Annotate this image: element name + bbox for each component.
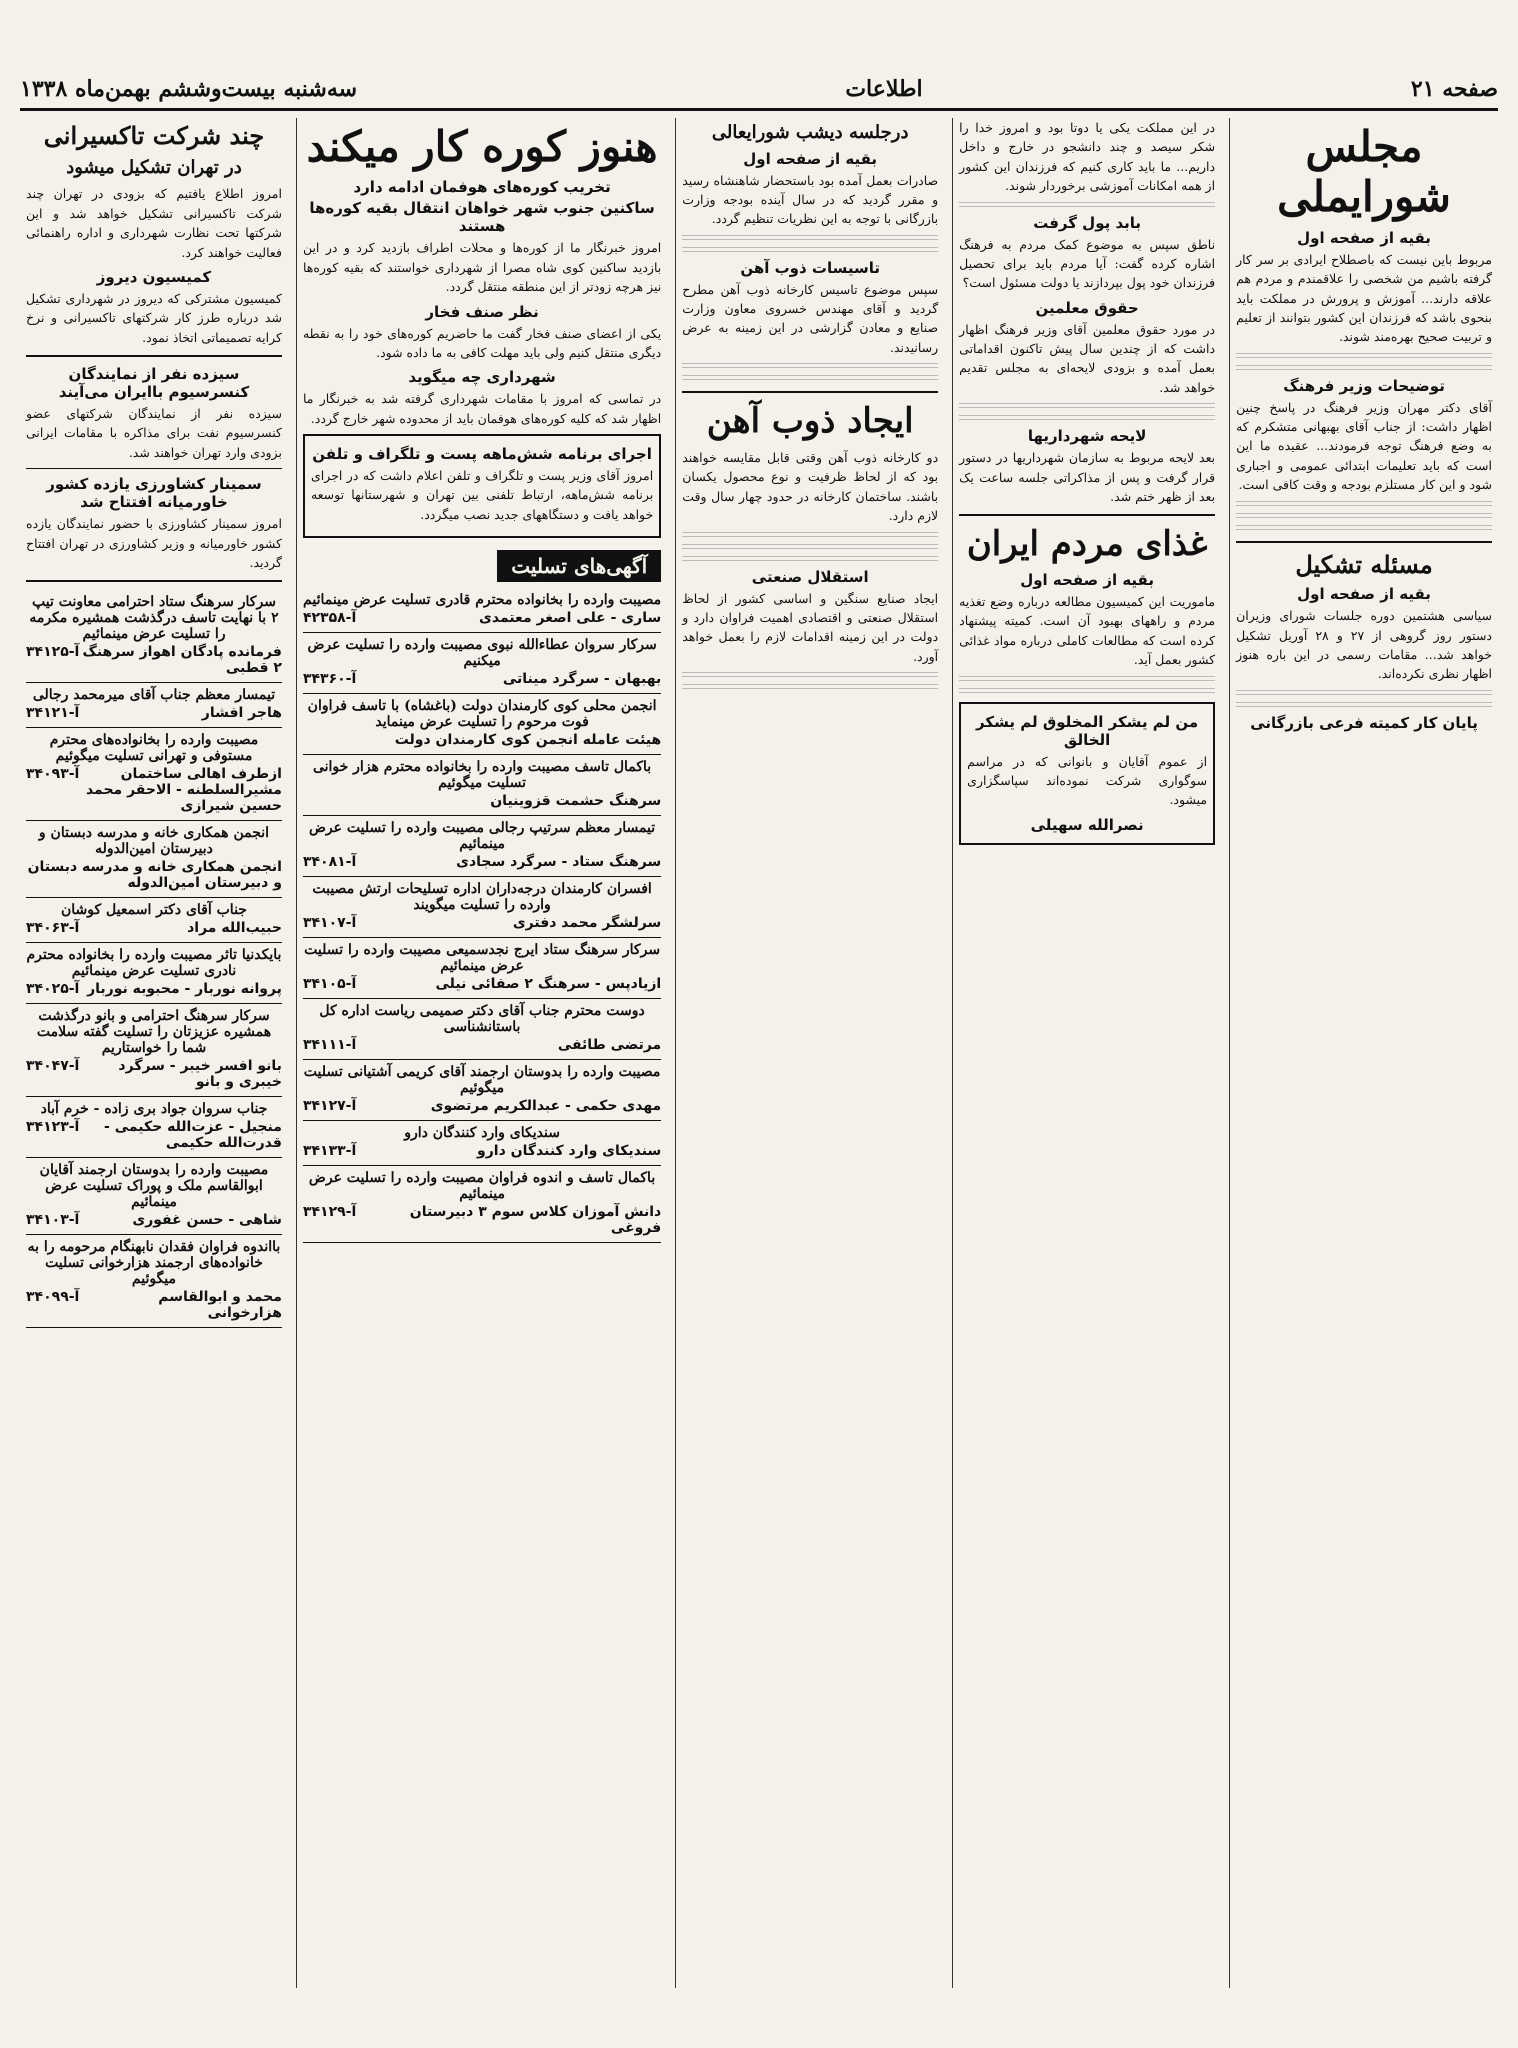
notice-title: تیمسار معظم جناب آقای میرمحمد رجالی [32, 687, 276, 704]
notice-title: سندیکای وارد کنندگان دارو [404, 1125, 560, 1142]
notice-signature [26, 859, 282, 891]
condolence-notice [303, 1121, 661, 1166]
notice-title: سرکار سروان عطاءالله نبوی مصیبت وارده را تسلیت عرض میکنیم [307, 637, 657, 670]
notice-signer: سرهنگ ستاد - سرگرد سجادی [456, 854, 662, 871]
article-body: آقای دکتر مهران وزیر فرهنگ در پاسخ چنین اظهار داشت: از جناب آقای بهبهانی متشکرم که به وضع فرهنگ توجه فرمودند... عقیده ما این است که باید تعلیمات ابتدائی عمومی و اجباری شود و این کار مستلزم بودجه و وقت کافی است. [1236, 399, 1492, 493]
condolence-notice [26, 683, 282, 728]
condolence-notice [26, 1097, 282, 1158]
notice-code: آ-۳۴۰۲۵ [26, 981, 80, 998]
condolence-notice [26, 898, 282, 943]
article-body: دو کارخانه ذوب آهن وقتی قابل مقایسه خواهند بود که از لحاظ ظرفیت و نوع محصول یکسان باشند. ساختمان کارخانه در حدود چهار سال وقت لازم دارد. [682, 450, 939, 524]
notice-title: جناب سروان جواد بری زاده - خرم آباد [40, 1101, 268, 1118]
notice-signer: هاجر افشار [201, 705, 282, 722]
notice-body: از عموم آقایان و بانوانی که در مراسم سوگواری شرکت نموده‌اند سپاسگزاری میشود. [967, 753, 1208, 808]
notice-signature [26, 644, 282, 676]
newspaper-name: اطلاعات [845, 76, 923, 102]
notice-code: آ-۳۴۰۶۳ [26, 920, 80, 937]
subheading: پایان کار کمیته فرعی بازرگانی [1250, 713, 1478, 732]
continued-label: بقیه از صفحه اول [1297, 585, 1431, 604]
notice-code: آ-۳۴۱۰۷ [302, 915, 357, 932]
notice-code: آ-۳۴۰۹۹ [26, 1289, 80, 1306]
notice-code: آ-۳۴۱۲۵ [26, 644, 80, 661]
subheading: لایحه شهرداریها [1027, 427, 1147, 446]
issue-date: سه‌شنبه بیست‌وششم بهمن‌ماه ۱۳۳۸ [20, 76, 358, 102]
news-title: سمینار کشاورزی یازده کشور خاورمیانه افتتاح شد [46, 475, 262, 512]
article-body: یکی از اعضای صنف فخار گفت ما حاضریم کوره‌های خود را به نقطه دیگری منتقل کنیم ولی باید مهلت کافی به ما داده شود. [302, 325, 662, 360]
notice-signer: فرمانده پادگان اهواز سرهنگ ۲ قطبی [82, 644, 282, 677]
notice-title: مصیبت وارده را بخانواده محترم قادری تسلیت عرض مینمائیم [303, 592, 662, 609]
notice-signature [303, 671, 661, 687]
article-body: سپس موضوع تاسیس کارخانه ذوب آهن مطرح گردید و آقای مهندس خسروی معاون وزارت صنایع و معادن گزارشی در این زمینه به عرض رسانیدند. [682, 281, 939, 355]
article-body: صادرات بعمل آمده بود باستحضار شاهنشاه رسید و مقرر گردید که در سال آینده بودجه وزارت بازرگانی با توجه به این نظریات تنظیم گردد. [682, 172, 939, 227]
notice-signature [26, 1058, 282, 1090]
condolence-notice [303, 633, 661, 694]
notice-code: آ-۳۴۱۳۳ [302, 1143, 357, 1160]
notice-signature: نصرالله سهیلی [1030, 815, 1144, 834]
notice-title: جناب آقای دکتر اسمعیل کوشان [61, 902, 247, 919]
notice-signer: سرلشگر محمد دفتری [512, 915, 662, 932]
notice-signature [26, 1212, 282, 1228]
notice-signer: مرتضی طائفی [557, 1037, 662, 1054]
box-body: امروز آقای وزیر پست و تلگراف و تلفن اعلام داشت که در اجرای برنامه شش‌ماهه، ارتباط تلفنی بین تهران و شهرستانها توسعه خواهد یافت و دستگاههای جدید نصب میگردد. [310, 468, 654, 522]
thanks-notice [959, 702, 1215, 845]
condolence-notice [303, 816, 661, 877]
article-body: سیاسی هشتمین دوره جلسات شورای وزیران دستور روز گروهی از ۲۷ و ۲۸ آوریل تشکیل خواهد شد... مقامات رسمی در این باره هنوز اظهار نظری نکرده‌اند. [1236, 608, 1492, 682]
condolence-banner: آگهی‌های تسلیت [497, 550, 661, 582]
column-1 [1229, 118, 1498, 1988]
continued-label: بقیه از صفحه اول [1297, 228, 1431, 247]
article-body: کمیسیون مشترکی که دیروز در شهرداری تشکیل شد درباره طرز کار شرکتهای تاکسیرانی و نرخ کرایه تصمیماتی اتخاذ نمود. [26, 290, 282, 345]
notice-signature [303, 1204, 661, 1236]
article-body: ایجاد صنایع سنگین و اساسی کشور از لحاظ استقلال صنعتی و اقتصادی اهمیت فراوان دارد و دولت در این زمینه اقدامات لازم را بعمل خواهد آورد. [682, 590, 939, 664]
condolence-notice [303, 999, 661, 1060]
column-4 [296, 118, 667, 1988]
subheading: کمیسیون دیروز [96, 267, 212, 286]
condolence-notice [26, 1235, 282, 1328]
notice-title: سرکار سرهنگ ستاد احترامی معاونت تیپ ۲ با نهایت تاسف درگذشت همشیره مکرمه را تسلیت عرض مینمائیم [29, 594, 279, 643]
news-body: امروز سمینار کشاورزی با حضور نمایندگان یازده کشور خاورمیانه و وزیر کشاورزی در تهران افتتاح گردید. [26, 516, 282, 570]
condolence-notice [303, 755, 661, 816]
condolence-notice [303, 1060, 661, 1121]
headline-food: غذای مردم ایران [966, 524, 1208, 565]
notice-signer: دانش آموزان کلاس سوم ۳ دبیرستان فروغی [409, 1204, 662, 1237]
notice-signature [303, 1037, 661, 1053]
notice-signature [303, 610, 661, 626]
notice-title: باکمال تاسف مصیبت وارده را بخانواده محترم هزار خوانی تسلیت میگوئیم [312, 759, 652, 792]
notice-signer: ساری - علی اصغر معتمدی [479, 610, 662, 627]
notice-title: مصیبت وارده را بخانواده‌های محترم مستوفی و تهرانی تسلیت میگوئیم [49, 732, 259, 765]
continued-label: بقیه از صفحه اول [1020, 571, 1154, 590]
notice-signature [26, 766, 282, 814]
article-body: در مورد حقوق معلمین آقای وزیر فرهنگ اظهار داشت که از چندین سال پیش تاکنون اقداماتی بعمل آمده و بزودی لایحه‌ای به مجلس تقدیم خواهد شد. [959, 321, 1216, 395]
notice-signature [303, 1143, 661, 1159]
notice-signature [303, 976, 661, 992]
article-body: ناطق سپس به موضوع کمک مردم به فرهنگ اشاره کرده گفت: آیا مردم باید برای تحصیل فرزندان خود پول بپردازند یا دولت مسئول است؟ [959, 236, 1216, 291]
notice-code: آ-۳۴۱۲۷ [302, 1098, 357, 1115]
condolence-list [303, 588, 661, 1243]
notice-code: آ-۳۴۰۹۳ [26, 766, 80, 783]
notice-signer: پروانه نوربار - محبوبه نوربار [87, 981, 282, 998]
masthead [20, 70, 1498, 111]
notice-signer: سرهنگ حشمت قزوینیان [490, 793, 662, 810]
subheading: نظر صنف فخار [425, 302, 539, 321]
column-3 [675, 118, 944, 1988]
headline-kiln: هنوز کوره کار میکند [306, 122, 658, 171]
notice-signer: ازطرف اهالی ساختمان مشیرالسلطنه - الاحقر محمد حسین شیرازی [85, 766, 282, 815]
notice-title: سرکار سرهنگ ستاد ایرج نجدسمیعی مصیبت وارده را تسلیت عرض مینمائیم [304, 942, 661, 975]
notice-title: بایکدنیا تاثر مصیبت وارده را بخانواده محترم نادری تسلیت عرض مینمائیم [26, 947, 282, 980]
news-title: سیزده نفر از نمایندگان کنسرسیوم باایران می‌آیند [58, 365, 250, 402]
notice-signature [303, 915, 661, 931]
notice-signer: بانو افسر خیبر - سرگرد خیبری و بانو [118, 1058, 282, 1091]
article-body: بعد لایحه مربوط به سازمان شهرداریها در دستور قرار گرفت و پس از مذاکراتی جلسه ساعت یک بعد از ظهر ختم شد. [959, 450, 1216, 504]
notice-signer: محمد و ابوالقاسم هزارخوانی [158, 1289, 282, 1322]
notice-title: مصیبت وارده را بدوستان ارجمند آقایان ابوالقاسم ملک و پوراک تسلیت عرض مینمائیم [39, 1162, 269, 1211]
notice-title: بااندوه فراوان فقدان نابهنگام مرحومه را به خانواده‌های ارجمند هزارخوانی تسلیت میگوئیم [27, 1239, 281, 1288]
notice-signature [303, 1098, 661, 1114]
notice-title: افسران کارمندان درجه‌داران اداره تسلیحات ارتش مصیبت وارده را تسلیت میگویند [312, 881, 652, 914]
notice-signer: ازیادپس - سرهنگ ۲ صفائی نیلی [435, 976, 662, 993]
notice-signature [26, 920, 282, 936]
subheading: تخریب کوره‌های هوفمان ادامه دارد [353, 178, 611, 197]
condolence-notice [303, 1166, 661, 1243]
page-number: صفحه ۲۱ [1410, 76, 1498, 102]
headline-steel: ایجاد ذوب آهن [706, 401, 914, 442]
notice-code: آ-۳۴۱۰۵ [302, 976, 357, 993]
notice-signature [26, 705, 282, 721]
notice-signer: هیئت عامله انجمن کوی کارمندان دولت [394, 732, 662, 749]
box-headline: اجرای برنامه شش‌ماهه پست و تلگراف و تلفن [312, 445, 652, 464]
column-2 [952, 118, 1221, 1988]
notice-code: آ-۳۴۳۶۰ [302, 671, 357, 688]
notice-signature [303, 732, 661, 748]
continued-label: بقیه از صفحه اول [743, 149, 878, 168]
notice-signature [303, 854, 661, 870]
notice-signature [26, 1289, 282, 1321]
column-5 [20, 118, 288, 1988]
condolence-notice [26, 943, 282, 1004]
notice-signer: انجمن همکاری خانه و مدرسه دبستان و دبیرستان امین‌الدوله [27, 859, 282, 892]
article-body: مربوط باین نیست که باصطلاح ایرادی بر سر کار گرفته باشیم من شخصی را علاقمندم و مردم هم علاقه دارند... آموزش و پرورش در مملکت باید بنحوی باشد که فرزندان این کشور بتوانند از تعلیم و تربیت صحیح بهره‌مند شوند. [1236, 251, 1492, 345]
notice-signature [26, 981, 282, 997]
notice-signer: بهبهان - سرگرد میناتی [502, 671, 662, 688]
notice-title: من لم یشکر المخلوق لم یشکر الخالق [976, 712, 1199, 749]
condolence-notice [303, 694, 661, 755]
notice-signer: سندیکای وارد کنندگان دارو [477, 1143, 662, 1160]
notice-title: انجمن همکاری خانه و مدرسه دبستان و دبیرستان امین‌الدوله [38, 825, 270, 858]
subheading: شهرداری چه میگوید [408, 368, 556, 387]
subheading: حقوق معلمین [1035, 298, 1139, 317]
condolence-notice [303, 588, 661, 633]
notice-title: تیمسار معظم سرتیپ رجالی مصیبت وارده را تسلیت عرض مینمائیم [308, 820, 656, 853]
condolence-notice [26, 1004, 282, 1097]
notice-code: آ-۳۴۰۸۱ [302, 854, 357, 871]
condolence-notice [26, 590, 282, 683]
notice-code: آ-۳۴۱۰۳ [26, 1212, 80, 1229]
article-body: امروز خبرنگار ما از کوره‌ها و محلات اطراف بازدید کرد و در این بازدید ساکنین کوی شاه مصرا از شهرداری خواستند که بقیه کوره‌ها نیز هرچه زودتر از این منطقه منتقل گردد. [302, 240, 662, 295]
condolence-list [26, 590, 282, 1328]
news-body: سیزده نفر از نمایندگان شرکتهای عضو کنسرسیوم نفت برای مذاکره با مقامات ایرانی بزودی وارد تهران خواهند شد. [26, 406, 282, 460]
notice-signer: منجیل - عزت‌الله حکیمی - قدرت‌الله حکیمی [104, 1119, 282, 1152]
subheading: استقلال صنعتی [751, 567, 869, 586]
notice-code: آ-۳۴۱۲۱ [26, 705, 80, 722]
notice-code: آ-۴۲۳۵۸ [302, 610, 357, 627]
condolence-notice [303, 938, 661, 999]
notice-signer: مهدی حکمی - عبدالکریم مرتضوی [430, 1098, 662, 1115]
notice-title: باکمال تاسف و اندوه فراوان مصیبت وارده را تسلیت عرض مینمائیم [308, 1170, 656, 1203]
notice-title: انجمن محلی کوی کارمندان دولت (باغشاه) با تاسف فراوان فوت مرحوم را تسلیت عرض مینماید [307, 698, 657, 731]
headline-council: درجلسه دیشب شورایعالی [711, 122, 909, 143]
columns [20, 118, 1498, 1988]
subheading: تاسیسات ذوب آهن [740, 258, 881, 277]
notice-code: آ-۳۴۱۱۱ [302, 1037, 357, 1054]
headline-taxi-2: در تهران تشکیل میشود [66, 156, 242, 178]
headline-taxi: چند شرکت تاکسیرانی [43, 121, 265, 150]
article-body: در این مملکت یکی یا دوتا بود و امروز خدا را شکر سیصد و چند دانشجو در خارج و داخل داریم... ما باید کاری کنیم که فرزندان این کشور از همه امکانات آموزشی برخوردار شوند. [959, 120, 1216, 194]
notice-code: آ-۳۴۰۴۷ [26, 1058, 80, 1075]
notice-code: آ-۳۴۱۲۹ [302, 1204, 357, 1221]
condolence-notice [26, 728, 282, 821]
article-body: امروز اطلاع یافتیم که بزودی در تهران چند شرکت تاکسیرانی تشکیل خواهد شد و این شرکتها تحت نظارت شهرداری و اداره راهنمائی فعالیت خواهند کرد. [26, 186, 282, 260]
headline-tashkil: مسئله تشکیل [1295, 549, 1433, 579]
article-body: در تماسی که امروز با مقامات شهرداری گرفته شد به خبرنگار ما اظهار شد که کلیه کوره‌های هوفمان باید از محدوده شهر خارج گردد. [302, 391, 662, 426]
notice-signature [303, 793, 661, 809]
condolence-notice [26, 821, 282, 898]
subheading: ساکنین جنوب شهر خواهان انتقال بقیه کوره‌ها هستند [309, 199, 655, 236]
notice-title: دوست محترم جناب آقای دکتر صمیمی ریاست اداره کل باستانشناسی [319, 1003, 645, 1036]
notice-signer: شاهی - حسن غفوری [132, 1212, 282, 1229]
subheading: توضیحات وزیر فرهنگ [1283, 376, 1445, 395]
notice-code: آ-۳۴۱۲۳ [26, 1119, 80, 1136]
notice-title: سرکار سرهنگ احترامی و بانو درگذشت همشیره عزیزتان را تسلیت گفته سلامت شما را خواستاریم [36, 1008, 272, 1057]
headline-majlis: مجلس شورایملی [1277, 122, 1451, 222]
condolence-notice [26, 1158, 282, 1235]
notice-signer: حبیب‌الله مراد [187, 920, 282, 937]
ptt-box [303, 434, 661, 538]
notice-title: مصیبت وارده را بدوستان ارجمند آقای کریمی آشتیانی تسلیت میگوئیم [303, 1064, 661, 1097]
subheading: بابد پول گرفت [1033, 213, 1142, 232]
article-body: ماموریت این کمیسیون مطالعه درباره وضع تغذیه مردم و راههای بهبود آن است. کمیته پیشنهاد کرده است که مطالعات کاملی درباره مواد غذائی کشور بعمل آید. [959, 594, 1216, 668]
condolence-notice [303, 877, 661, 938]
notice-signature [26, 1119, 282, 1151]
